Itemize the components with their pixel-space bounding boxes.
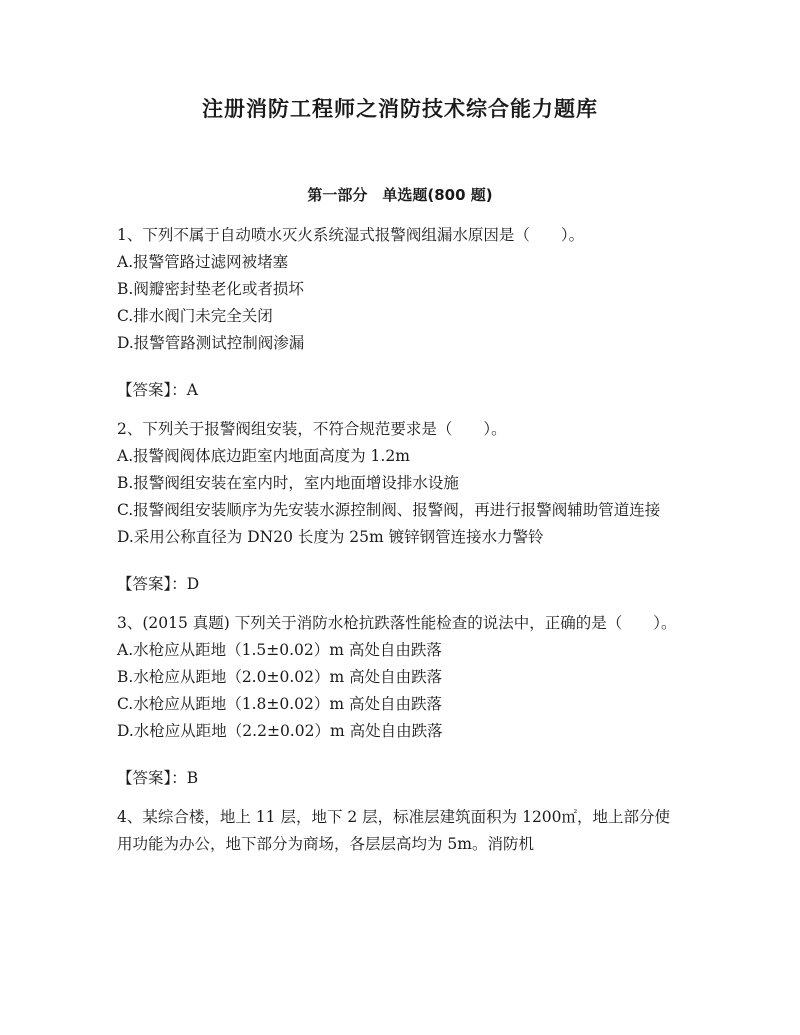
section-title: 第一部分 单选题(800 题) (307, 186, 493, 204)
option-a: A.报警管路过滤网被堵塞 (117, 253, 289, 271)
option-d: D.采用公称直径为 DN20 长度为 25m 镀锌钢管连接水力警铃 (117, 528, 544, 546)
question-3 (117, 610, 685, 792)
option-a: A.水枪应从距地（1.5±0.02）m 高处自由跌落 (117, 641, 442, 659)
answer-value: B (186, 769, 199, 787)
answer-value: A (186, 381, 198, 399)
answer-value: D (186, 575, 200, 593)
option-d: D.水枪应从距地（2.2±0.02）m 高处自由跌落 (117, 722, 443, 740)
option-c: C.水枪应从距地（1.8±0.02）m 高处自由跌落 (117, 695, 443, 713)
option-b: B.报警阀组安装在室内时，室内地面增设排水设施 (117, 474, 459, 492)
answer-label: 【答案】： (117, 769, 187, 787)
question-stem: 1、下列不属于自动喷水灭火系统湿式报警阀组漏水原因是（ ）。 (117, 226, 585, 244)
question-2 (117, 416, 685, 598)
question-stem: 3、(2015 真题) 下列关于消防水枪抗跌落性能检查的说法中，正确的是（ ）。 (117, 614, 677, 632)
answer-line (117, 377, 685, 404)
question-stem: 4、某综合楼，地上 11 层，地下 2 层，标准层建筑面积为 1200㎡，地上部分使用功能为办公，地下部分为商场，各层层高均为 5m。消防机 (117, 808, 671, 853)
answer-line (117, 765, 685, 792)
question-1 (117, 222, 685, 404)
option-b: B.水枪应从距地（2.0±0.02）m 高处自由跌落 (117, 668, 443, 686)
answer-label: 【答案】： (117, 575, 187, 593)
answer-label: 【答案】： (117, 381, 187, 399)
option-c: C.报警阀组安装顺序为先安装水源控制阀、报警阀，再进行报警阀辅助管道连接 (117, 501, 661, 519)
answer-line (117, 571, 685, 598)
option-a: A.报警阀阀体底边距室内地面高度为 1.2m (117, 447, 410, 465)
document-title: 注册消防工程师之消防技术综合能力题库 (202, 97, 598, 121)
question-list (117, 222, 685, 858)
option-b: B.阀瓣密封垫老化或者损坏 (117, 280, 304, 298)
option-c: C.排水阀门未完全关闭 (117, 307, 273, 325)
option-d: D.报警管路测试控制阀渗漏 (117, 334, 305, 352)
question-stem: 2、下列关于报警阀组安装，不符合规范要求是（ ）。 (117, 420, 507, 438)
question-4 (117, 804, 685, 858)
